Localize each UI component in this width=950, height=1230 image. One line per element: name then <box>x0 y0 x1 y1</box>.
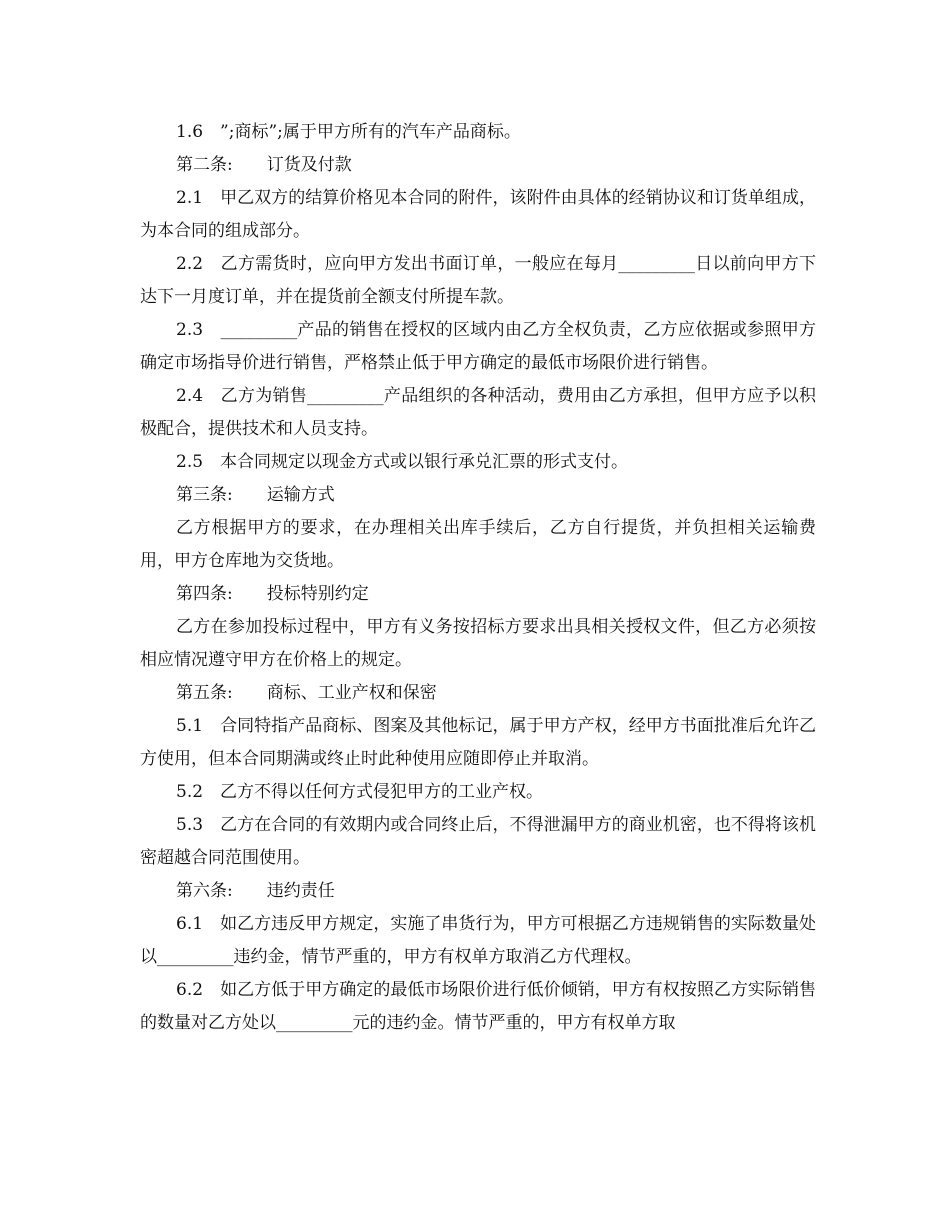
paragraph-2-1: 2.1 甲乙双方的结算价格见本合同的附件，该附件由具体的经销协议和订货单组成，为本合同的组成部分。 <box>140 188 816 241</box>
heading-article-6: 第六条: 违约责任 <box>176 881 335 901</box>
heading-article-4: 第四条: 投标特别约定 <box>176 584 369 604</box>
paragraph-article-3: 乙方根据甲方的要求，在办理相关出库手续后，乙方自行提货，并负担相关运输费用，甲方仓库地为交货地。 <box>140 518 816 571</box>
heading-article-3: 第三条: 运输方式 <box>176 485 335 505</box>
paragraph-6-2: 6.2 如乙方低于甲方确定的最低市场限价进行低价倾销，甲方有权按照乙方实际销售的数量对乙方处以_________元的违约金。情节严重的，甲方有权单方取 <box>140 980 816 1033</box>
paragraph-5-1: 5.1 合同特指产品商标、图案及其他标记，属于甲方产权，经甲方书面批准后允许乙方使用，但本合同期满或终止时此种使用应随即停止并取消。 <box>140 716 816 769</box>
paragraph-2-4: 2.4 乙方为销售_________产品组织的各种活动，费用由乙方承担，但甲方应予以积极配合，提供技术和人员支持。 <box>140 386 816 439</box>
heading-article-5: 第五条: 商标、工业产权和保密 <box>176 683 437 703</box>
paragraph-article-4: 乙方在参加投标过程中，甲方有义务按招标方要求出具相关授权文件，但乙方必须按相应情况遵守甲方在价格上的规定。 <box>140 617 816 670</box>
paragraph-6-1: 6.1 如乙方违反甲方规定，实施了串货行为，甲方可根据乙方违规销售的实际数量处以_________违约金，情节严重的，甲方有权单方取消乙方代理权。 <box>140 914 816 967</box>
paragraph-2-3: 2.3 _________产品的销售在授权的区域内由乙方全权负责，乙方应依据或参照甲方确定市场指导价进行销售，严格禁止低于甲方确定的最低市场限价进行销售。 <box>140 320 816 373</box>
paragraph-5-2: 5.2 乙方不得以任何方式侵犯甲方的工业产权。 <box>176 782 544 802</box>
paragraph-2-2: 2.2 乙方需货时，应向甲方发出书面订单，一般应在每月_________日以前向甲方下达下一月度订单，并在提货前全额支付所提车款。 <box>140 254 816 307</box>
document-body <box>140 116 816 1040</box>
paragraph-2-5: 2.5 本合同规定以现金方式或以银行承兑汇票的形式支付。 <box>176 452 629 472</box>
paragraph-1-6: 1.6 ”;商标”;属于甲方所有的汽车产品商标。 <box>176 122 521 142</box>
paragraph-5-3: 5.3 乙方在合同的有效期内或合同终止后，不得泄漏甲方的商业机密，也不得将该机密超越合同范围使用。 <box>140 815 816 868</box>
heading-article-2: 第二条: 订货及付款 <box>176 155 352 175</box>
